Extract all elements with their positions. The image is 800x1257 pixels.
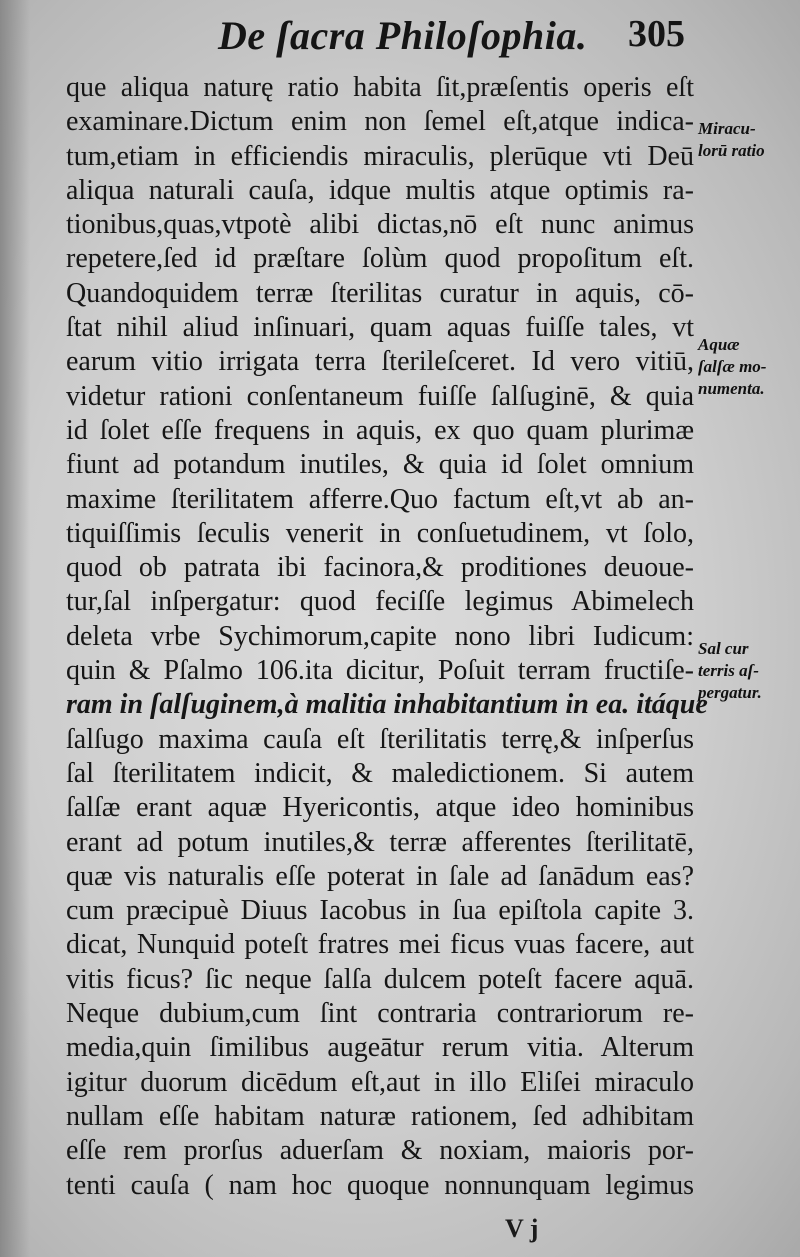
margin-note-line: ſalſæ mo- [698, 357, 767, 376]
text-line: Neque dubium,cum ſint contraria contrariorum re- [66, 998, 694, 1030]
text-line: nullam eſſe habitam naturæ rationem, ſed adhibitam [66, 1100, 694, 1132]
text-line: tenti cauſa ( nam hoc quoque nonnunquam legimus [66, 1169, 694, 1201]
text-line: dicat, Nunquid poteſt fratres mei ficus vuas facere, aut [66, 929, 694, 961]
text-line: quin & Pſalmo 106.ita dicitur, Poſuit terram fructiſe- [66, 655, 694, 687]
text-line: aliqua naturali cauſa, idque multis atque optimis ra- [66, 174, 694, 206]
text-line: ſal ſterilitatem indicit, & maledictionem. Si autem [66, 757, 694, 789]
margin-note-line: Aquæ [698, 335, 740, 354]
margin-note-line: numenta. [698, 379, 765, 398]
text-line: quæ vis naturalis eſſe poterat in ſale ad ſanādum eas? [66, 860, 694, 892]
margin-note-salt-sprinkled [698, 638, 798, 704]
text-line: id ſolet eſſe frequens in aquis, ex quo quam plurimæ [66, 414, 694, 446]
margin-note-miracles [698, 118, 798, 162]
margin-note-line: lorū ratio [698, 141, 765, 160]
text-line: tur,ſal inſpergatur: quod feciſſe legimus Abimelech [66, 586, 694, 618]
running-head: De ſacra Philoſophia. [218, 13, 588, 58]
gutter-shadow [0, 0, 30, 1257]
page-number: 305 [628, 13, 685, 55]
text-line: quod ob patrata ibi facinora,& proditiones deuoue- [66, 552, 694, 584]
margin-note-salt-waters [698, 334, 798, 400]
margin-note-line: Sal cur [698, 639, 749, 658]
signature-mark: V j [505, 1214, 539, 1243]
text-line: deleta vrbe Sychimorum,capite nono libri Iudicum: [66, 620, 694, 652]
margin-note-line: pergatur. [698, 683, 762, 702]
text-line: maxime ſterilitatem afferre.Quo factum eſt,vt ab an- [66, 483, 694, 515]
text-line: ſtat nihil aliud inſinuari, quam aquas fuiſſe tales, vt [66, 312, 694, 344]
text-line: earum vitio irrigata terra ſterileſceret. Id vero vitiū, [66, 346, 694, 378]
body-text [66, 71, 708, 1203]
text-line: fiunt ad potandum inutiles, & quia id ſolet omnium [66, 449, 694, 481]
text-line: tum,etiam in efficiendis miraculis, plerūque vti Deū [66, 140, 694, 172]
text-line: Quandoquidem terræ ſterilitas curatur in aquis, cō- [66, 277, 694, 309]
text-line: ſalſugo maxima cauſa eſt ſterilitatis terrę,& inſperſus [66, 723, 694, 755]
text-line: ram in ſalſuginem,à malitia inhabitantium in ea. itáque [66, 689, 708, 721]
text-line: tionibus,quas,vtpotè alibi dictas,nō eſt nunc animus [66, 209, 694, 241]
text-line: vitis ficus? ſic neque ſalſa dulcem poteſt facere aquā. [66, 963, 694, 995]
margin-note-line: terris aſ- [698, 661, 759, 680]
text-line: repetere,ſed id præſtare ſolùm quod propoſitum eſt. [66, 243, 694, 275]
text-line: examinare.Dictum enim non ſemel eſt,atque indica- [66, 106, 694, 138]
text-line: erant ad potum inutiles,& terræ afferentes ſterilitatē, [66, 826, 694, 858]
text-line: eſſe rem prorſus aduerſam & noxiam, maioris por- [66, 1135, 694, 1167]
text-line: ſalſæ erant aquæ Hyericontis, atque ideo hominibus [66, 792, 694, 824]
text-line: cum præcipuè Diuus Iacobus in ſua epiſtola capite 3. [66, 895, 694, 927]
text-line: media,quin ſimilibus augeātur rerum vitia. Alterum [66, 1032, 694, 1064]
text-line: videtur rationi conſentaneum fuiſſe ſalſuginē, & quia [66, 380, 694, 412]
margin-note-line: Miracu- [698, 119, 756, 138]
text-line: igitur duorum dicēdum eſt,aut in illo Eliſei miraculo [66, 1066, 694, 1098]
text-line: tiquiſſimis ſeculis venerit in conſuetudinem, vt ſolo, [66, 517, 694, 549]
text-line: que aliqua naturę ratio habita ſit,præſentis operis eſt [66, 72, 694, 103]
